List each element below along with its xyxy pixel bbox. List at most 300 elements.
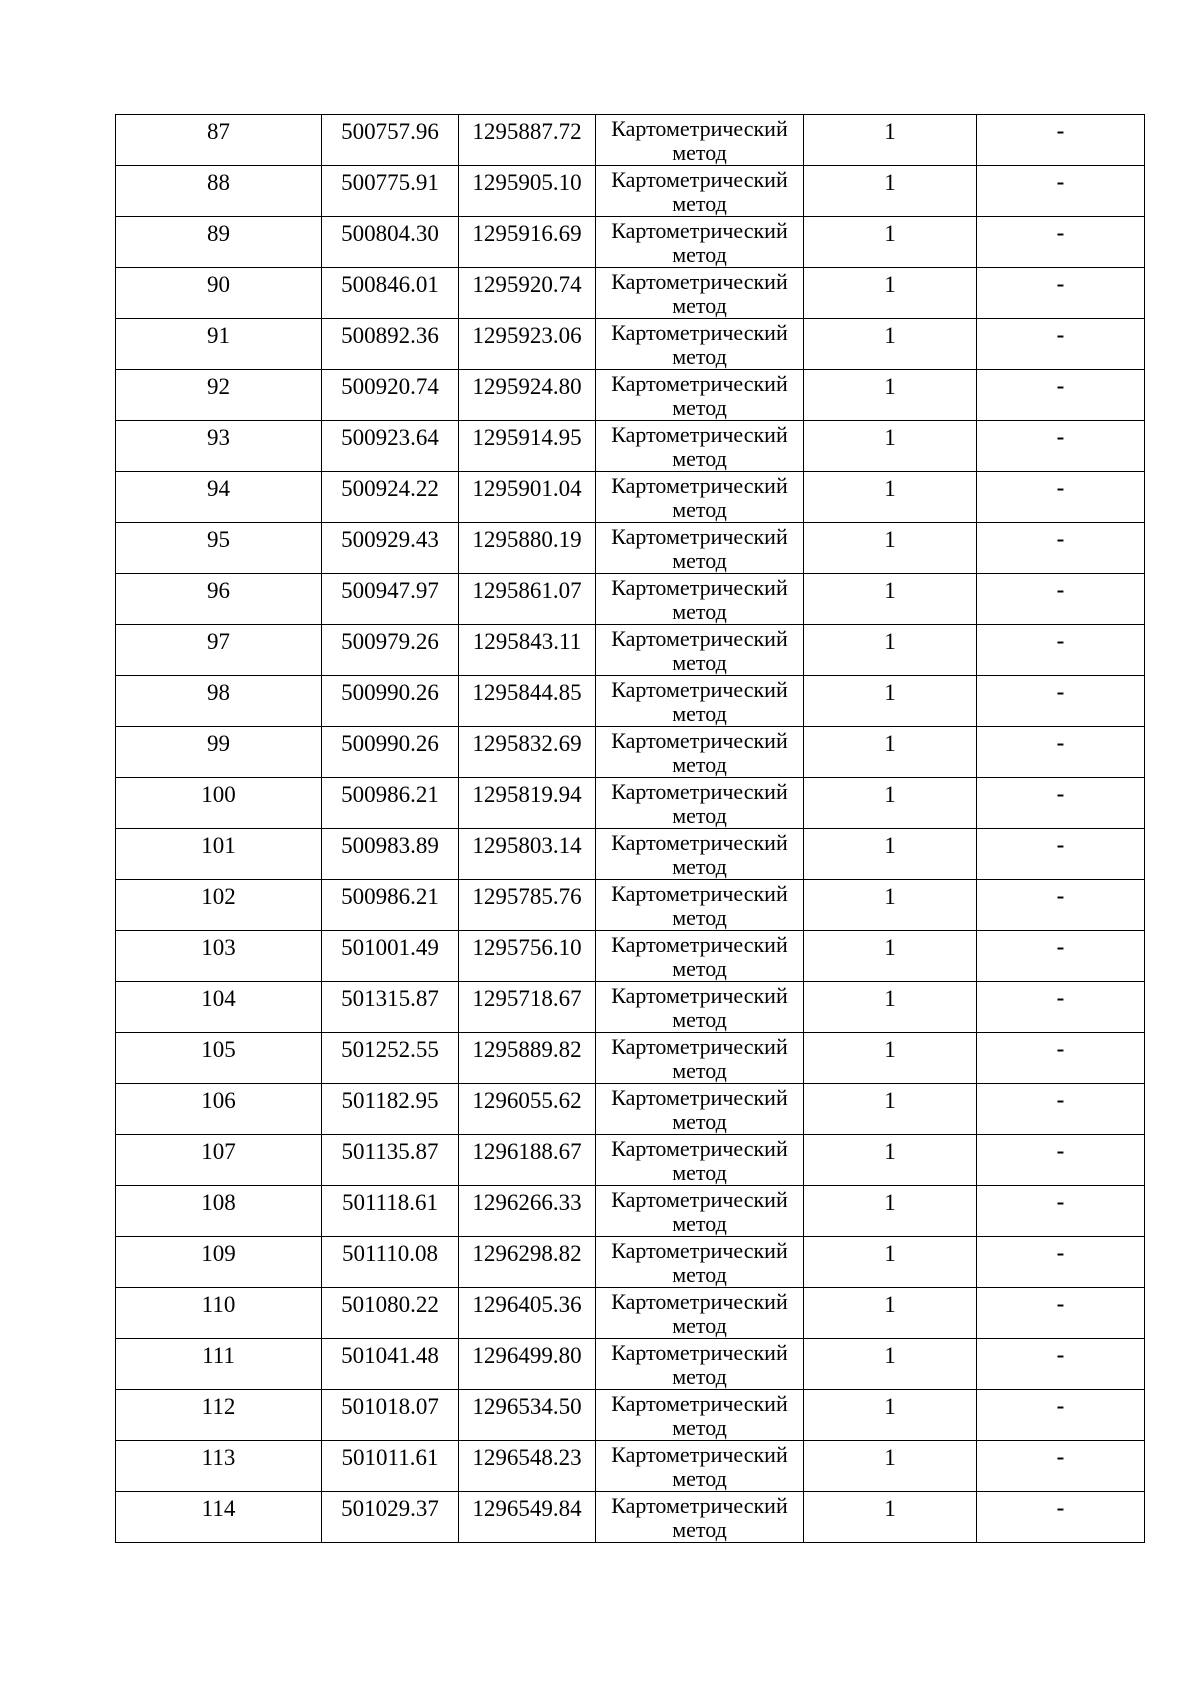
method-cell — [596, 1288, 804, 1339]
table-row — [116, 1492, 1145, 1543]
point-number-cell-text: 112 — [201, 1394, 236, 1419]
x-coordinate-cell — [322, 115, 459, 166]
method-cell — [596, 829, 804, 880]
accuracy-cell — [804, 1237, 977, 1288]
point-number-cell — [116, 778, 322, 829]
point-number-cell-text: 105 — [201, 1037, 236, 1062]
method-cell-text: Картометрический метод — [611, 932, 788, 981]
y-coordinate-cell-text: 1295880.19 — [472, 527, 582, 552]
description-cell-text: - — [1056, 1444, 1065, 1469]
y-coordinate-cell-text: 1295756.10 — [472, 935, 582, 960]
accuracy-cell-text: 1 — [884, 1190, 896, 1215]
x-coordinate-cell — [322, 472, 459, 523]
y-coordinate-cell — [459, 1288, 596, 1339]
point-number-cell — [116, 217, 322, 268]
point-number-cell-text: 109 — [201, 1241, 236, 1266]
point-number-cell — [116, 829, 322, 880]
x-coordinate-cell — [322, 931, 459, 982]
method-cell-text: Картометрический метод — [611, 218, 788, 267]
point-number-cell — [116, 1441, 322, 1492]
method-cell — [596, 778, 804, 829]
point-number-cell-text: 111 — [202, 1343, 235, 1368]
table-row — [116, 1237, 1145, 1288]
x-coordinate-cell-text: 501182.95 — [341, 1088, 439, 1113]
accuracy-cell — [804, 421, 977, 472]
y-coordinate-cell — [459, 982, 596, 1033]
y-coordinate-cell-text: 1295905.10 — [472, 170, 582, 195]
x-coordinate-cell — [322, 880, 459, 931]
method-cell — [596, 982, 804, 1033]
y-coordinate-cell-text: 1295901.04 — [472, 476, 582, 501]
accuracy-cell-text: 1 — [884, 221, 896, 246]
y-coordinate-cell-text: 1295887.72 — [472, 119, 582, 144]
point-number-cell — [116, 727, 322, 778]
point-number-cell-text: 114 — [201, 1496, 236, 1521]
description-cell-text: - — [1056, 1342, 1065, 1367]
y-coordinate-cell — [459, 1033, 596, 1084]
description-cell — [977, 370, 1145, 421]
point-number-cell — [116, 1084, 322, 1135]
y-coordinate-cell — [459, 166, 596, 217]
x-coordinate-cell — [322, 217, 459, 268]
accuracy-cell-text: 1 — [884, 986, 896, 1011]
table-row — [116, 1186, 1145, 1237]
x-coordinate-cell-text: 501118.61 — [341, 1190, 439, 1215]
x-coordinate-cell — [322, 778, 459, 829]
table-row — [116, 829, 1145, 880]
table-row — [116, 217, 1145, 268]
table-row — [116, 625, 1145, 676]
accuracy-cell-text: 1 — [884, 425, 896, 450]
accuracy-cell-text: 1 — [884, 119, 896, 144]
accuracy-cell — [804, 1390, 977, 1441]
point-number-cell — [116, 319, 322, 370]
point-number-cell — [116, 1339, 322, 1390]
description-cell-text: - — [1056, 679, 1065, 704]
y-coordinate-cell-text: 1296266.33 — [472, 1190, 582, 1215]
accuracy-cell — [804, 523, 977, 574]
accuracy-cell — [804, 778, 977, 829]
method-cell — [596, 931, 804, 982]
method-cell-text: Картометрический метод — [611, 626, 788, 675]
y-coordinate-cell-text: 1295889.82 — [472, 1037, 582, 1062]
point-number-cell-text: 99 — [207, 731, 230, 756]
description-cell — [977, 115, 1145, 166]
y-coordinate-cell-text: 1295924.80 — [472, 374, 582, 399]
accuracy-cell — [804, 1441, 977, 1492]
point-number-cell — [116, 574, 322, 625]
accuracy-cell — [804, 319, 977, 370]
x-coordinate-cell-text: 500757.96 — [341, 119, 439, 144]
point-number-cell — [116, 166, 322, 217]
table-row — [116, 574, 1145, 625]
point-number-cell-text: 90 — [207, 272, 230, 297]
description-cell-text: - — [1056, 526, 1065, 551]
x-coordinate-cell — [322, 421, 459, 472]
x-coordinate-cell — [322, 1492, 459, 1543]
description-cell-text: - — [1056, 424, 1065, 449]
point-number-cell-text: 107 — [201, 1139, 236, 1164]
y-coordinate-cell — [459, 1237, 596, 1288]
accuracy-cell-text: 1 — [884, 323, 896, 348]
table-row — [116, 268, 1145, 319]
x-coordinate-cell-text: 501018.07 — [341, 1394, 439, 1419]
description-cell-text: - — [1056, 1495, 1065, 1520]
method-cell — [596, 1084, 804, 1135]
table-row — [116, 778, 1145, 829]
point-number-cell — [116, 676, 322, 727]
x-coordinate-cell — [322, 1033, 459, 1084]
coordinates-table-body — [116, 115, 1145, 1543]
y-coordinate-cell — [459, 1339, 596, 1390]
accuracy-cell — [804, 217, 977, 268]
x-coordinate-cell — [322, 1084, 459, 1135]
description-cell — [977, 829, 1145, 880]
accuracy-cell-text: 1 — [884, 935, 896, 960]
x-coordinate-cell — [322, 1339, 459, 1390]
description-cell — [977, 421, 1145, 472]
accuracy-cell-text: 1 — [884, 731, 896, 756]
x-coordinate-cell — [322, 676, 459, 727]
method-cell — [596, 370, 804, 421]
y-coordinate-cell-text: 1295844.85 — [472, 680, 582, 705]
y-coordinate-cell-text: 1295843.11 — [472, 629, 582, 654]
table-row — [116, 1339, 1145, 1390]
y-coordinate-cell — [459, 217, 596, 268]
x-coordinate-cell — [322, 1288, 459, 1339]
point-number-cell — [116, 268, 322, 319]
coordinates-table — [115, 114, 1145, 1543]
point-number-cell — [116, 1390, 322, 1441]
x-coordinate-cell-text: 501252.55 — [341, 1037, 439, 1062]
description-cell — [977, 1237, 1145, 1288]
description-cell — [977, 217, 1145, 268]
description-cell — [977, 523, 1145, 574]
accuracy-cell — [804, 931, 977, 982]
point-number-cell — [116, 1033, 322, 1084]
y-coordinate-cell-text: 1295718.67 — [472, 986, 582, 1011]
x-coordinate-cell-text: 500979.26 — [341, 629, 439, 654]
point-number-cell-text: 96 — [207, 578, 230, 603]
description-cell-text: - — [1056, 1291, 1065, 1316]
description-cell — [977, 676, 1145, 727]
y-coordinate-cell — [459, 778, 596, 829]
description-cell — [977, 625, 1145, 676]
method-cell-text: Картометрический метод — [611, 116, 788, 165]
y-coordinate-cell — [459, 115, 596, 166]
x-coordinate-cell-text: 500986.21 — [341, 782, 439, 807]
y-coordinate-cell-text: 1296188.67 — [472, 1139, 582, 1164]
y-coordinate-cell — [459, 421, 596, 472]
method-cell-text: Картометрический метод — [611, 320, 788, 369]
accuracy-cell-text: 1 — [884, 1037, 896, 1062]
method-cell-text: Картометрический метод — [611, 371, 788, 420]
description-cell — [977, 727, 1145, 778]
y-coordinate-cell-text: 1295920.74 — [472, 272, 582, 297]
accuracy-cell — [804, 676, 977, 727]
y-coordinate-cell — [459, 319, 596, 370]
y-coordinate-cell-text: 1295914.95 — [472, 425, 582, 450]
x-coordinate-cell — [322, 1135, 459, 1186]
y-coordinate-cell — [459, 727, 596, 778]
point-number-cell-text: 87 — [207, 119, 230, 144]
y-coordinate-cell-text: 1296534.50 — [472, 1394, 582, 1419]
table-row — [116, 880, 1145, 931]
description-cell-text: - — [1056, 169, 1065, 194]
point-number-cell — [116, 1237, 322, 1288]
x-coordinate-cell-text: 500929.43 — [341, 527, 439, 552]
accuracy-cell — [804, 1186, 977, 1237]
point-number-cell — [116, 523, 322, 574]
x-coordinate-cell-text: 501011.61 — [341, 1445, 439, 1470]
x-coordinate-cell-text: 501041.48 — [341, 1343, 439, 1368]
x-coordinate-cell — [322, 523, 459, 574]
x-coordinate-cell-text: 501080.22 — [341, 1292, 439, 1317]
method-cell-text: Картометрический метод — [611, 1238, 788, 1287]
y-coordinate-cell-text: 1295785.76 — [472, 884, 582, 909]
accuracy-cell-text: 1 — [884, 884, 896, 909]
x-coordinate-cell — [322, 1390, 459, 1441]
description-cell — [977, 1288, 1145, 1339]
point-number-cell — [116, 370, 322, 421]
method-cell-text: Картометрический метод — [611, 269, 788, 318]
point-number-cell — [116, 1288, 322, 1339]
accuracy-cell-text: 1 — [884, 374, 896, 399]
description-cell — [977, 472, 1145, 523]
x-coordinate-cell-text: 500983.89 — [341, 833, 439, 858]
y-coordinate-cell — [459, 472, 596, 523]
y-coordinate-cell-text: 1295803.14 — [472, 833, 582, 858]
point-number-cell — [116, 1492, 322, 1543]
y-coordinate-cell — [459, 574, 596, 625]
description-cell — [977, 778, 1145, 829]
point-number-cell-text: 97 — [207, 629, 230, 654]
method-cell — [596, 523, 804, 574]
method-cell — [596, 1033, 804, 1084]
x-coordinate-cell-text: 500947.97 — [341, 578, 439, 603]
y-coordinate-cell-text: 1295861.07 — [472, 578, 582, 603]
accuracy-cell-text: 1 — [884, 680, 896, 705]
x-coordinate-cell-text: 500892.36 — [341, 323, 439, 348]
accuracy-cell — [804, 115, 977, 166]
y-coordinate-cell — [459, 268, 596, 319]
method-cell — [596, 1441, 804, 1492]
table-row — [116, 166, 1145, 217]
x-coordinate-cell-text: 500924.22 — [341, 476, 439, 501]
point-number-cell-text: 103 — [201, 935, 236, 960]
method-cell — [596, 1390, 804, 1441]
point-number-cell-text: 89 — [207, 221, 230, 246]
point-number-cell-text: 113 — [201, 1445, 236, 1470]
x-coordinate-cell-text: 500986.21 — [341, 884, 439, 909]
accuracy-cell — [804, 1135, 977, 1186]
method-cell — [596, 574, 804, 625]
accuracy-cell — [804, 625, 977, 676]
method-cell — [596, 115, 804, 166]
x-coordinate-cell — [322, 625, 459, 676]
x-coordinate-cell-text: 500846.01 — [341, 272, 439, 297]
x-coordinate-cell — [322, 268, 459, 319]
method-cell-text: Картометрический метод — [611, 983, 788, 1032]
description-cell — [977, 1084, 1145, 1135]
method-cell-text: Картометрический метод — [611, 830, 788, 879]
description-cell — [977, 166, 1145, 217]
point-number-cell-text: 88 — [207, 170, 230, 195]
description-cell-text: - — [1056, 1036, 1065, 1061]
y-coordinate-cell-text: 1295819.94 — [472, 782, 582, 807]
table-row — [116, 370, 1145, 421]
description-cell-text: - — [1056, 1393, 1065, 1418]
description-cell-text: - — [1056, 1138, 1065, 1163]
accuracy-cell-text: 1 — [884, 272, 896, 297]
point-number-cell-text: 94 — [207, 476, 230, 501]
table-row — [116, 676, 1145, 727]
point-number-cell-text: 93 — [207, 425, 230, 450]
description-cell — [977, 1441, 1145, 1492]
point-number-cell-text: 100 — [201, 782, 236, 807]
y-coordinate-cell-text: 1296549.84 — [472, 1496, 582, 1521]
x-coordinate-cell-text: 500775.91 — [341, 170, 439, 195]
table-row — [116, 1033, 1145, 1084]
point-number-cell — [116, 421, 322, 472]
description-cell-text: - — [1056, 1240, 1065, 1265]
accuracy-cell — [804, 1288, 977, 1339]
point-number-cell-text: 101 — [201, 833, 236, 858]
y-coordinate-cell-text: 1295916.69 — [472, 221, 582, 246]
accuracy-cell-text: 1 — [884, 1139, 896, 1164]
description-cell — [977, 1390, 1145, 1441]
x-coordinate-cell — [322, 1441, 459, 1492]
point-number-cell-text: 102 — [201, 884, 236, 909]
description-cell-text: - — [1056, 271, 1065, 296]
y-coordinate-cell-text: 1296548.23 — [472, 1445, 582, 1470]
accuracy-cell-text: 1 — [884, 476, 896, 501]
y-coordinate-cell-text: 1296499.80 — [472, 1343, 582, 1368]
point-number-cell-text: 108 — [201, 1190, 236, 1215]
accuracy-cell — [804, 370, 977, 421]
x-coordinate-cell — [322, 574, 459, 625]
point-number-cell — [116, 625, 322, 676]
x-coordinate-cell-text: 500990.26 — [341, 731, 439, 756]
y-coordinate-cell — [459, 829, 596, 880]
accuracy-cell-text: 1 — [884, 1496, 896, 1521]
y-coordinate-cell — [459, 1441, 596, 1492]
accuracy-cell-text: 1 — [884, 833, 896, 858]
method-cell-text: Картометрический метод — [611, 1391, 788, 1440]
description-cell-text: - — [1056, 832, 1065, 857]
method-cell — [596, 676, 804, 727]
y-coordinate-cell-text: 1295923.06 — [472, 323, 582, 348]
method-cell-text: Картометрический метод — [611, 422, 788, 471]
method-cell-text: Картометрический метод — [611, 1085, 788, 1134]
x-coordinate-cell — [322, 319, 459, 370]
method-cell-text: Картометрический метод — [611, 524, 788, 573]
y-coordinate-cell — [459, 1084, 596, 1135]
x-coordinate-cell — [322, 1237, 459, 1288]
x-coordinate-cell-text: 500920.74 — [341, 374, 439, 399]
y-coordinate-cell — [459, 676, 596, 727]
description-cell-text: - — [1056, 985, 1065, 1010]
table-row — [116, 1288, 1145, 1339]
point-number-cell — [116, 982, 322, 1033]
method-cell — [596, 319, 804, 370]
point-number-cell-text: 92 — [207, 374, 230, 399]
method-cell — [596, 472, 804, 523]
table-row — [116, 421, 1145, 472]
accuracy-cell-text: 1 — [884, 629, 896, 654]
method-cell-text: Картометрический метод — [611, 677, 788, 726]
method-cell-text: Картометрический метод — [611, 167, 788, 216]
x-coordinate-cell — [322, 166, 459, 217]
y-coordinate-cell — [459, 1186, 596, 1237]
description-cell-text: - — [1056, 1189, 1065, 1214]
point-number-cell-text: 110 — [201, 1292, 236, 1317]
accuracy-cell-text: 1 — [884, 578, 896, 603]
method-cell-text: Картометрический метод — [611, 1136, 788, 1185]
x-coordinate-cell-text: 501029.37 — [341, 1496, 439, 1521]
y-coordinate-cell-text: 1296298.82 — [472, 1241, 582, 1266]
table-row — [116, 931, 1145, 982]
description-cell-text: - — [1056, 1087, 1065, 1112]
table-row — [116, 115, 1145, 166]
description-cell-text: - — [1056, 475, 1065, 500]
description-cell-text: - — [1056, 730, 1065, 755]
x-coordinate-cell-text: 501001.49 — [341, 935, 439, 960]
point-number-cell-text: 95 — [207, 527, 230, 552]
method-cell-text: Картометрический метод — [611, 779, 788, 828]
description-cell — [977, 1033, 1145, 1084]
accuracy-cell-text: 1 — [884, 1088, 896, 1113]
point-number-cell — [116, 1135, 322, 1186]
accuracy-cell — [804, 982, 977, 1033]
y-coordinate-cell — [459, 1492, 596, 1543]
accuracy-cell — [804, 880, 977, 931]
accuracy-cell-text: 1 — [884, 170, 896, 195]
y-coordinate-cell — [459, 625, 596, 676]
point-number-cell — [116, 880, 322, 931]
method-cell — [596, 166, 804, 217]
method-cell — [596, 625, 804, 676]
table-row — [116, 982, 1145, 1033]
table-row — [116, 1084, 1145, 1135]
description-cell-text: - — [1056, 220, 1065, 245]
description-cell — [977, 268, 1145, 319]
method-cell-text: Картометрический метод — [611, 728, 788, 777]
accuracy-cell-text: 1 — [884, 1343, 896, 1368]
description-cell — [977, 319, 1145, 370]
description-cell-text: - — [1056, 781, 1065, 806]
table-row — [116, 1135, 1145, 1186]
table-row — [116, 319, 1145, 370]
point-number-cell-text: 106 — [201, 1088, 236, 1113]
description-cell-text: - — [1056, 118, 1065, 143]
x-coordinate-cell — [322, 370, 459, 421]
x-coordinate-cell-text: 501315.87 — [341, 986, 439, 1011]
method-cell — [596, 1492, 804, 1543]
accuracy-cell — [804, 166, 977, 217]
y-coordinate-cell-text: 1296405.36 — [472, 1292, 582, 1317]
x-coordinate-cell-text: 500923.64 — [341, 425, 439, 450]
method-cell-text: Картометрический метод — [611, 575, 788, 624]
accuracy-cell — [804, 727, 977, 778]
description-cell-text: - — [1056, 934, 1065, 959]
description-cell — [977, 1492, 1145, 1543]
description-cell-text: - — [1056, 628, 1065, 653]
accuracy-cell — [804, 1339, 977, 1390]
method-cell — [596, 1135, 804, 1186]
description-cell-text: - — [1056, 577, 1065, 602]
y-coordinate-cell — [459, 1390, 596, 1441]
